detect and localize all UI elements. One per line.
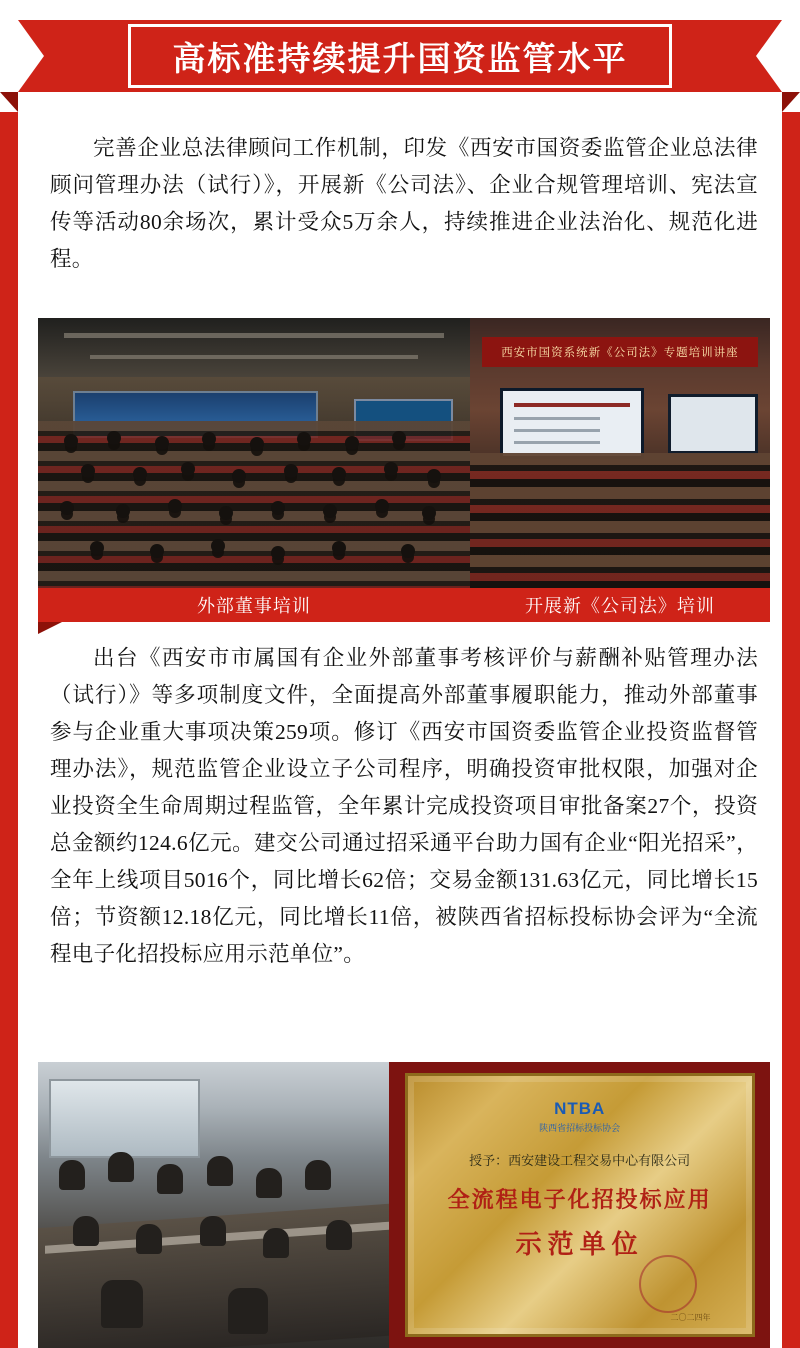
paragraph-2-text: 出台《西安市市属国有企业外部董事考核评价与薪酬补贴管理办法（试行）》等多项制度文件，全面提高外部董事履职能力，推动外部董事参与企业重大事项决策259项。修订《西安市国资委监管企业投资监督管理办法》，规范监管企业设立子公司程序，明确投资审批权限，加强对企业投资全生命周期过程监管，全年累计完成投资项目审批备案27个，投资总金额约124.6亿元。建交公司通过招采通平台助力国有企业“阳光招采”，全年上线项目5016个，同比增长62倍；交易金额131.63亿元，同比增长15倍；节资额12.18亿元，同比增长11倍，被陕西省招标投标协会评为“全流程电子化招投标应用示范单位”。 — [50, 646, 758, 966]
left-red-rail — [0, 0, 18, 1348]
figure-1-photos — [38, 318, 770, 588]
paragraph-1-text: 完善企业总法律顾问工作机制，印发《西安市国资委监管企业总法律顾问管理办法（试行）》，开展新《公司法》、企业合规管理培训、宪法宣传等活动80余场次，累计受众5万余人，持续推进企业法治化、规范化进程。 — [50, 136, 758, 271]
plaque-title-line-1: 全流程电子化招投标应用 — [447, 1187, 712, 1213]
plaque-face — [405, 1073, 755, 1336]
right-red-rail — [782, 0, 800, 1348]
plaque-title-line-2: 示范单位 — [515, 1229, 644, 1260]
figure-2-photos — [38, 1062, 770, 1348]
meeting-attendees — [38, 1148, 389, 1348]
lecture-banner-text: 西安市国资系统新《公司法》专题培训讲座 — [501, 346, 739, 359]
meeting-room-image — [38, 1062, 389, 1348]
plaque-seal — [639, 1255, 697, 1313]
hall-audience — [38, 421, 470, 588]
meeting-room-window — [49, 1079, 201, 1157]
figure-2 — [38, 1062, 770, 1348]
lecture-seating-rows — [470, 453, 770, 588]
award-plaque-image — [389, 1062, 770, 1348]
plaque-organization: 陕西省招标投标协会 — [539, 1123, 621, 1134]
lecture-main-screen — [500, 388, 644, 459]
photo-outside-director-training — [38, 318, 470, 588]
photo-new-company-law-training — [470, 318, 770, 588]
lecture-hall-image — [470, 318, 770, 588]
conference-hall-image — [38, 318, 470, 588]
paragraph-1-block — [50, 130, 758, 278]
page-title-frame — [128, 24, 672, 88]
figure-1-caption-right: 开展新《公司法》培训 — [524, 596, 715, 616]
photo-award-plaque — [389, 1062, 770, 1348]
figure-1-caption-bar — [38, 588, 770, 622]
photo-meeting-room — [38, 1062, 389, 1348]
figure-1 — [38, 318, 770, 622]
hall-ceiling — [38, 318, 470, 377]
lecture-banner — [482, 337, 758, 367]
figure-1-caption-left: 外部董事培训 — [196, 596, 311, 616]
page-title: 高标准持续提升国资监管水平 — [172, 39, 628, 77]
plaque-award-line: 授予：西安建设工程交易中心有限公司 — [469, 1153, 691, 1169]
plaque-date: 二〇二四年 — [670, 1313, 711, 1323]
header-banner — [0, 0, 800, 112]
lecture-side-screen — [668, 394, 758, 454]
plaque-logo: NTBA — [554, 1099, 606, 1119]
paragraph-2-block — [50, 640, 758, 973]
